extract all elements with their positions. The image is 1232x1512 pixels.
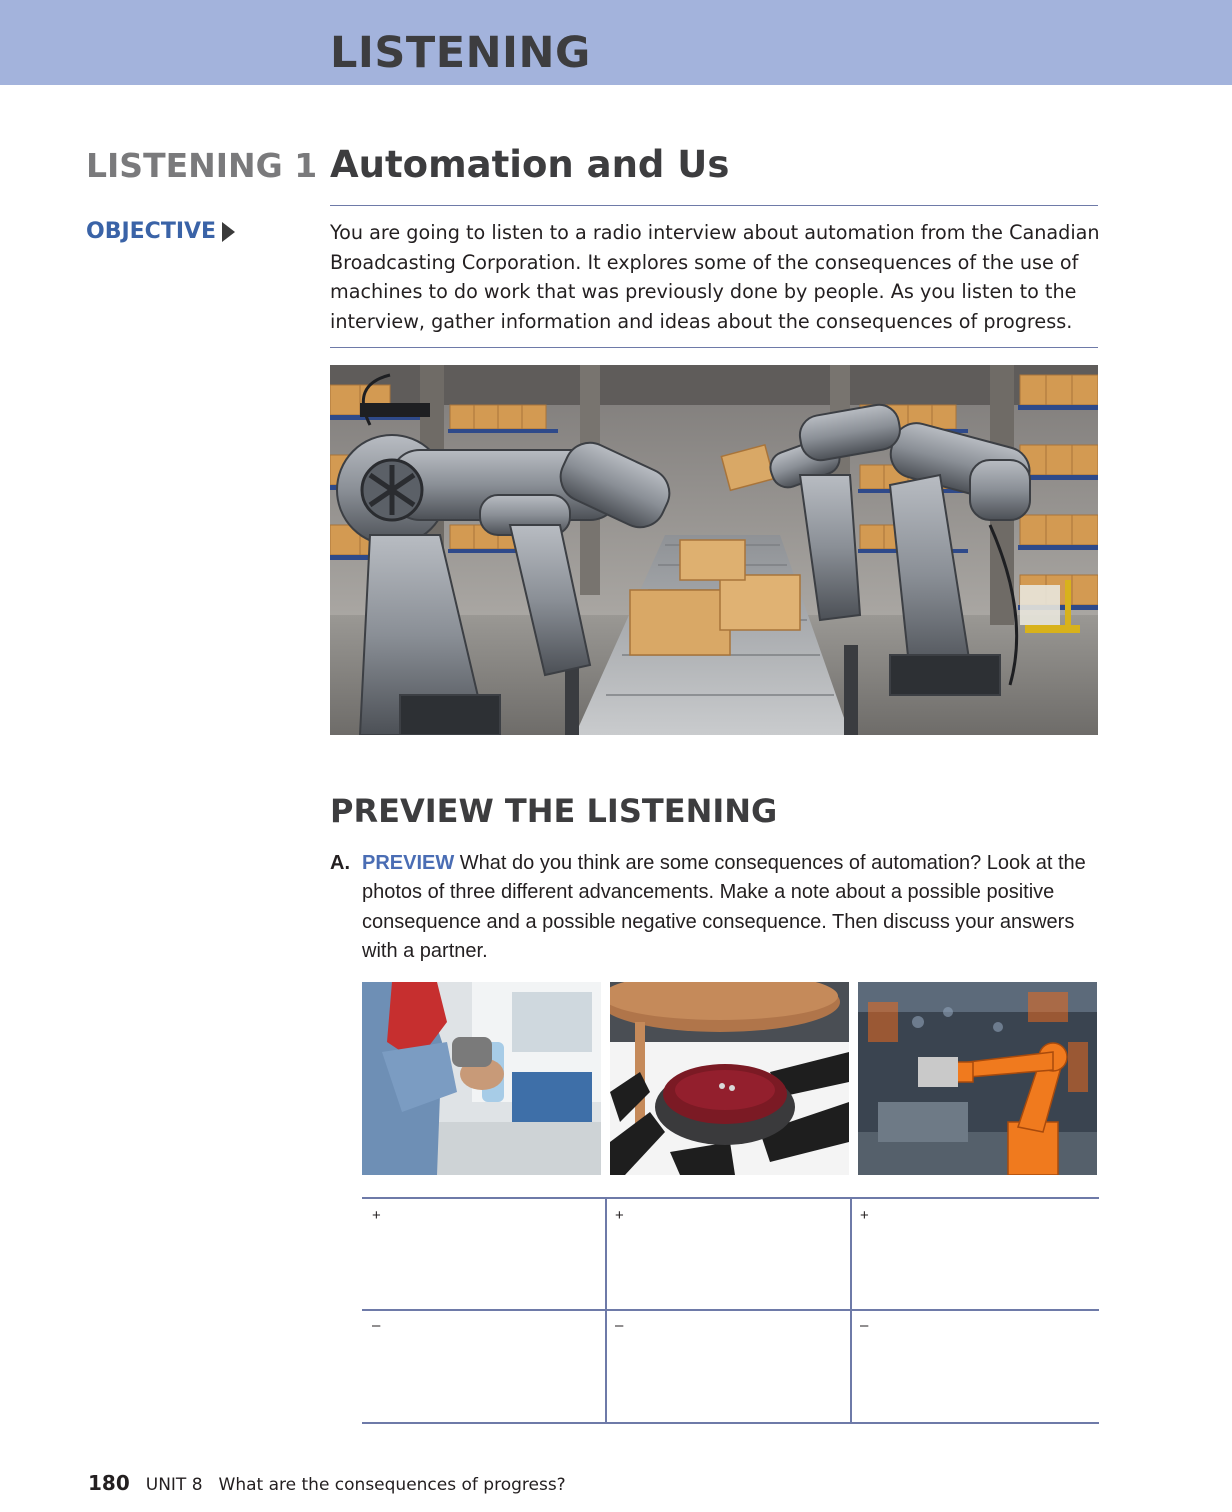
negative-cell-1[interactable]: – [372,1317,381,1334]
lesson-label: LISTENING 1 [86,146,318,185]
self-checkout-image [362,982,601,1175]
page-number: 180 [88,1471,130,1495]
notes-table [362,1197,1099,1424]
objective-text: OBJECTIVE [86,219,217,244]
robot-vacuum-image [610,982,849,1175]
unit-question: What are the consequences of progress? [218,1475,566,1495]
table-bottom-rule [362,1422,1099,1424]
table-middle-rule [362,1309,1099,1311]
task-text: What do you think are some consequences of automation? Look at the photos of three different advancements. Make a note about a possible positive consequence and a possible negative consequence. Then discuss your answers with a partner. [362,852,1086,962]
play-triangle-icon [222,222,235,242]
lesson-title: Automation and Us [330,143,730,186]
positive-cell-3[interactable]: + [860,1207,869,1224]
unit-label: UNIT 8 [145,1475,203,1495]
negative-cell-3[interactable]: – [860,1317,869,1334]
table-top-rule [362,1197,1099,1199]
robotic-arms-illustration [330,365,1098,735]
preview-task [330,849,1090,966]
section-title: LISTENING [330,28,591,78]
photo-robot-vacuum [610,982,849,1175]
table-divider-2 [850,1197,852,1424]
task-body [362,849,1090,966]
objective-label [86,219,235,244]
hero-photo-robotic-arms [330,365,1098,735]
header-band [0,0,1232,85]
table-divider-1 [605,1197,607,1424]
positive-cell-1[interactable]: + [372,1207,381,1224]
title-divider [330,205,1098,206]
photo-industrial-robot [858,982,1097,1175]
intro-paragraph: You are going to listen to a radio interview about automation from the Canadian Broadcasting Corporation. It explores some of the consequences of the use of machines to do work that was previously done by people. As you listen to the interview, gather information and ideas about the consequences of progress. [330,221,1100,333]
intro-divider [330,347,1098,348]
task-keyword: PREVIEW [362,852,455,874]
photo-self-checkout [362,982,601,1175]
industrial-robot-image [858,982,1097,1175]
task-letter: A. [330,852,350,874]
page-footer [88,1471,566,1495]
positive-cell-2[interactable]: + [615,1207,624,1224]
preview-heading: PREVIEW THE LISTENING [330,792,778,830]
negative-cell-2[interactable]: – [615,1317,624,1334]
